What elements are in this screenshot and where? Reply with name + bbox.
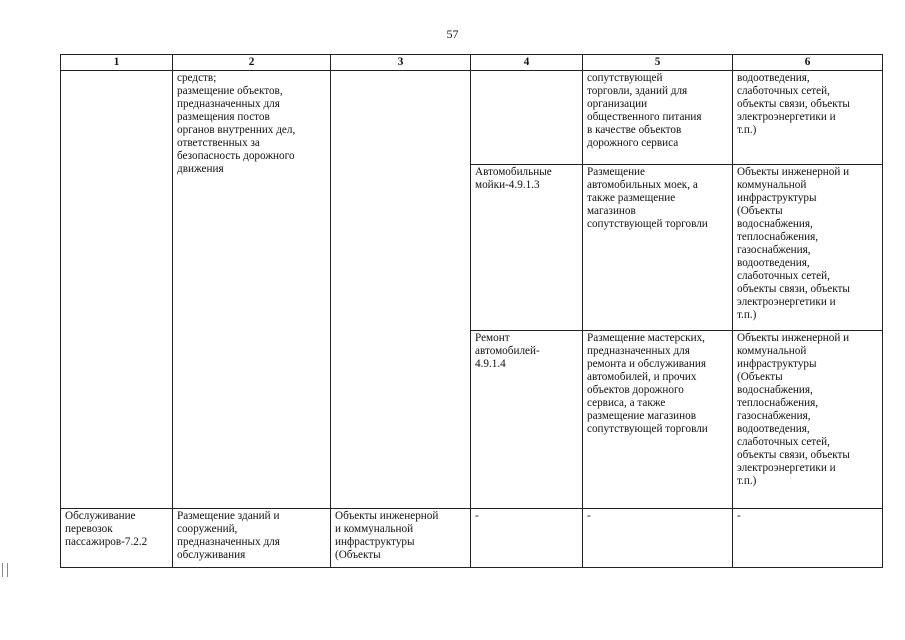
cell-continuation-col1: [61, 71, 173, 509]
column-header-1: 1: [61, 55, 173, 71]
cell-passenger-col6: -: [733, 509, 883, 568]
cell-continuation-col4: [471, 71, 583, 165]
cell-car-wash-type: Автомобильные мойки-4.9.1.3: [471, 165, 583, 331]
cell-continuation-col2: средств; размещение объектов, предназначенных для размещения постов органов внутренних дел, ответственных за безопасность дорожного движения: [173, 71, 331, 509]
column-header-3: 3: [331, 55, 471, 71]
column-header-2: 2: [173, 55, 331, 71]
column-header-4: 4: [471, 55, 583, 71]
cell-passenger-col1: Обслуживание перевозок пассажиров-7.2.2: [61, 509, 173, 568]
cell-car-repair-infrastructure: Объекты инженерной и коммунальной инфраструктуры (Объекты водоснабжения, теплоснабжения, газоснабжения, водоотведения, слаботочных сетей, объекты связи, объекты электроэнергетики и т.п.): [733, 331, 883, 509]
cell-car-wash-description: Размещение автомобильных моек, а также размещение магазинов сопутствующей торговли: [583, 165, 733, 331]
cell-continuation-col3: [331, 71, 471, 509]
cell-passenger-col3: Объекты инженерной и коммунальной инфраструктуры (Объекты: [331, 509, 471, 568]
cell-passenger-col2: Размещение зданий и сооружений, предназначенных для обслуживания: [173, 509, 331, 568]
cell-car-repair-type: Ремонт автомобилей- 4.9.1.4: [471, 331, 583, 509]
table-row: [61, 509, 883, 568]
cell-continuation-col6: водоотведения, слаботочных сетей, объекты связи, объекты электроэнергетики и т.п.): [733, 71, 883, 165]
land-use-table: [60, 54, 883, 568]
cell-passenger-col4: -: [471, 509, 583, 568]
table-header-row: [61, 55, 883, 71]
scan-margin-mark: [2, 563, 8, 577]
column-header-6: 6: [733, 55, 883, 71]
cell-car-wash-infrastructure: Объекты инженерной и коммунальной инфраструктуры (Объекты водоснабжения, теплоснабжения, газоснабжения, водоотведения, слаботочных сетей, объекты связи, объекты электроэнергетики и т.п.): [733, 165, 883, 331]
cell-passenger-col5: -: [583, 509, 733, 568]
page-number: 57: [446, 27, 459, 41]
cell-car-repair-description: Размещение мастерских, предназначенных для ремонта и обслуживания автомобилей, и прочих объектов дорожного сервиса, а также размещение магазинов сопутствующей торговли: [583, 331, 733, 509]
table-row: [61, 71, 883, 165]
column-header-5: 5: [583, 55, 733, 71]
cell-continuation-col5: сопутствующей торговли, зданий для организации общественного питания в качестве объектов дорожного сервиса: [583, 71, 733, 165]
